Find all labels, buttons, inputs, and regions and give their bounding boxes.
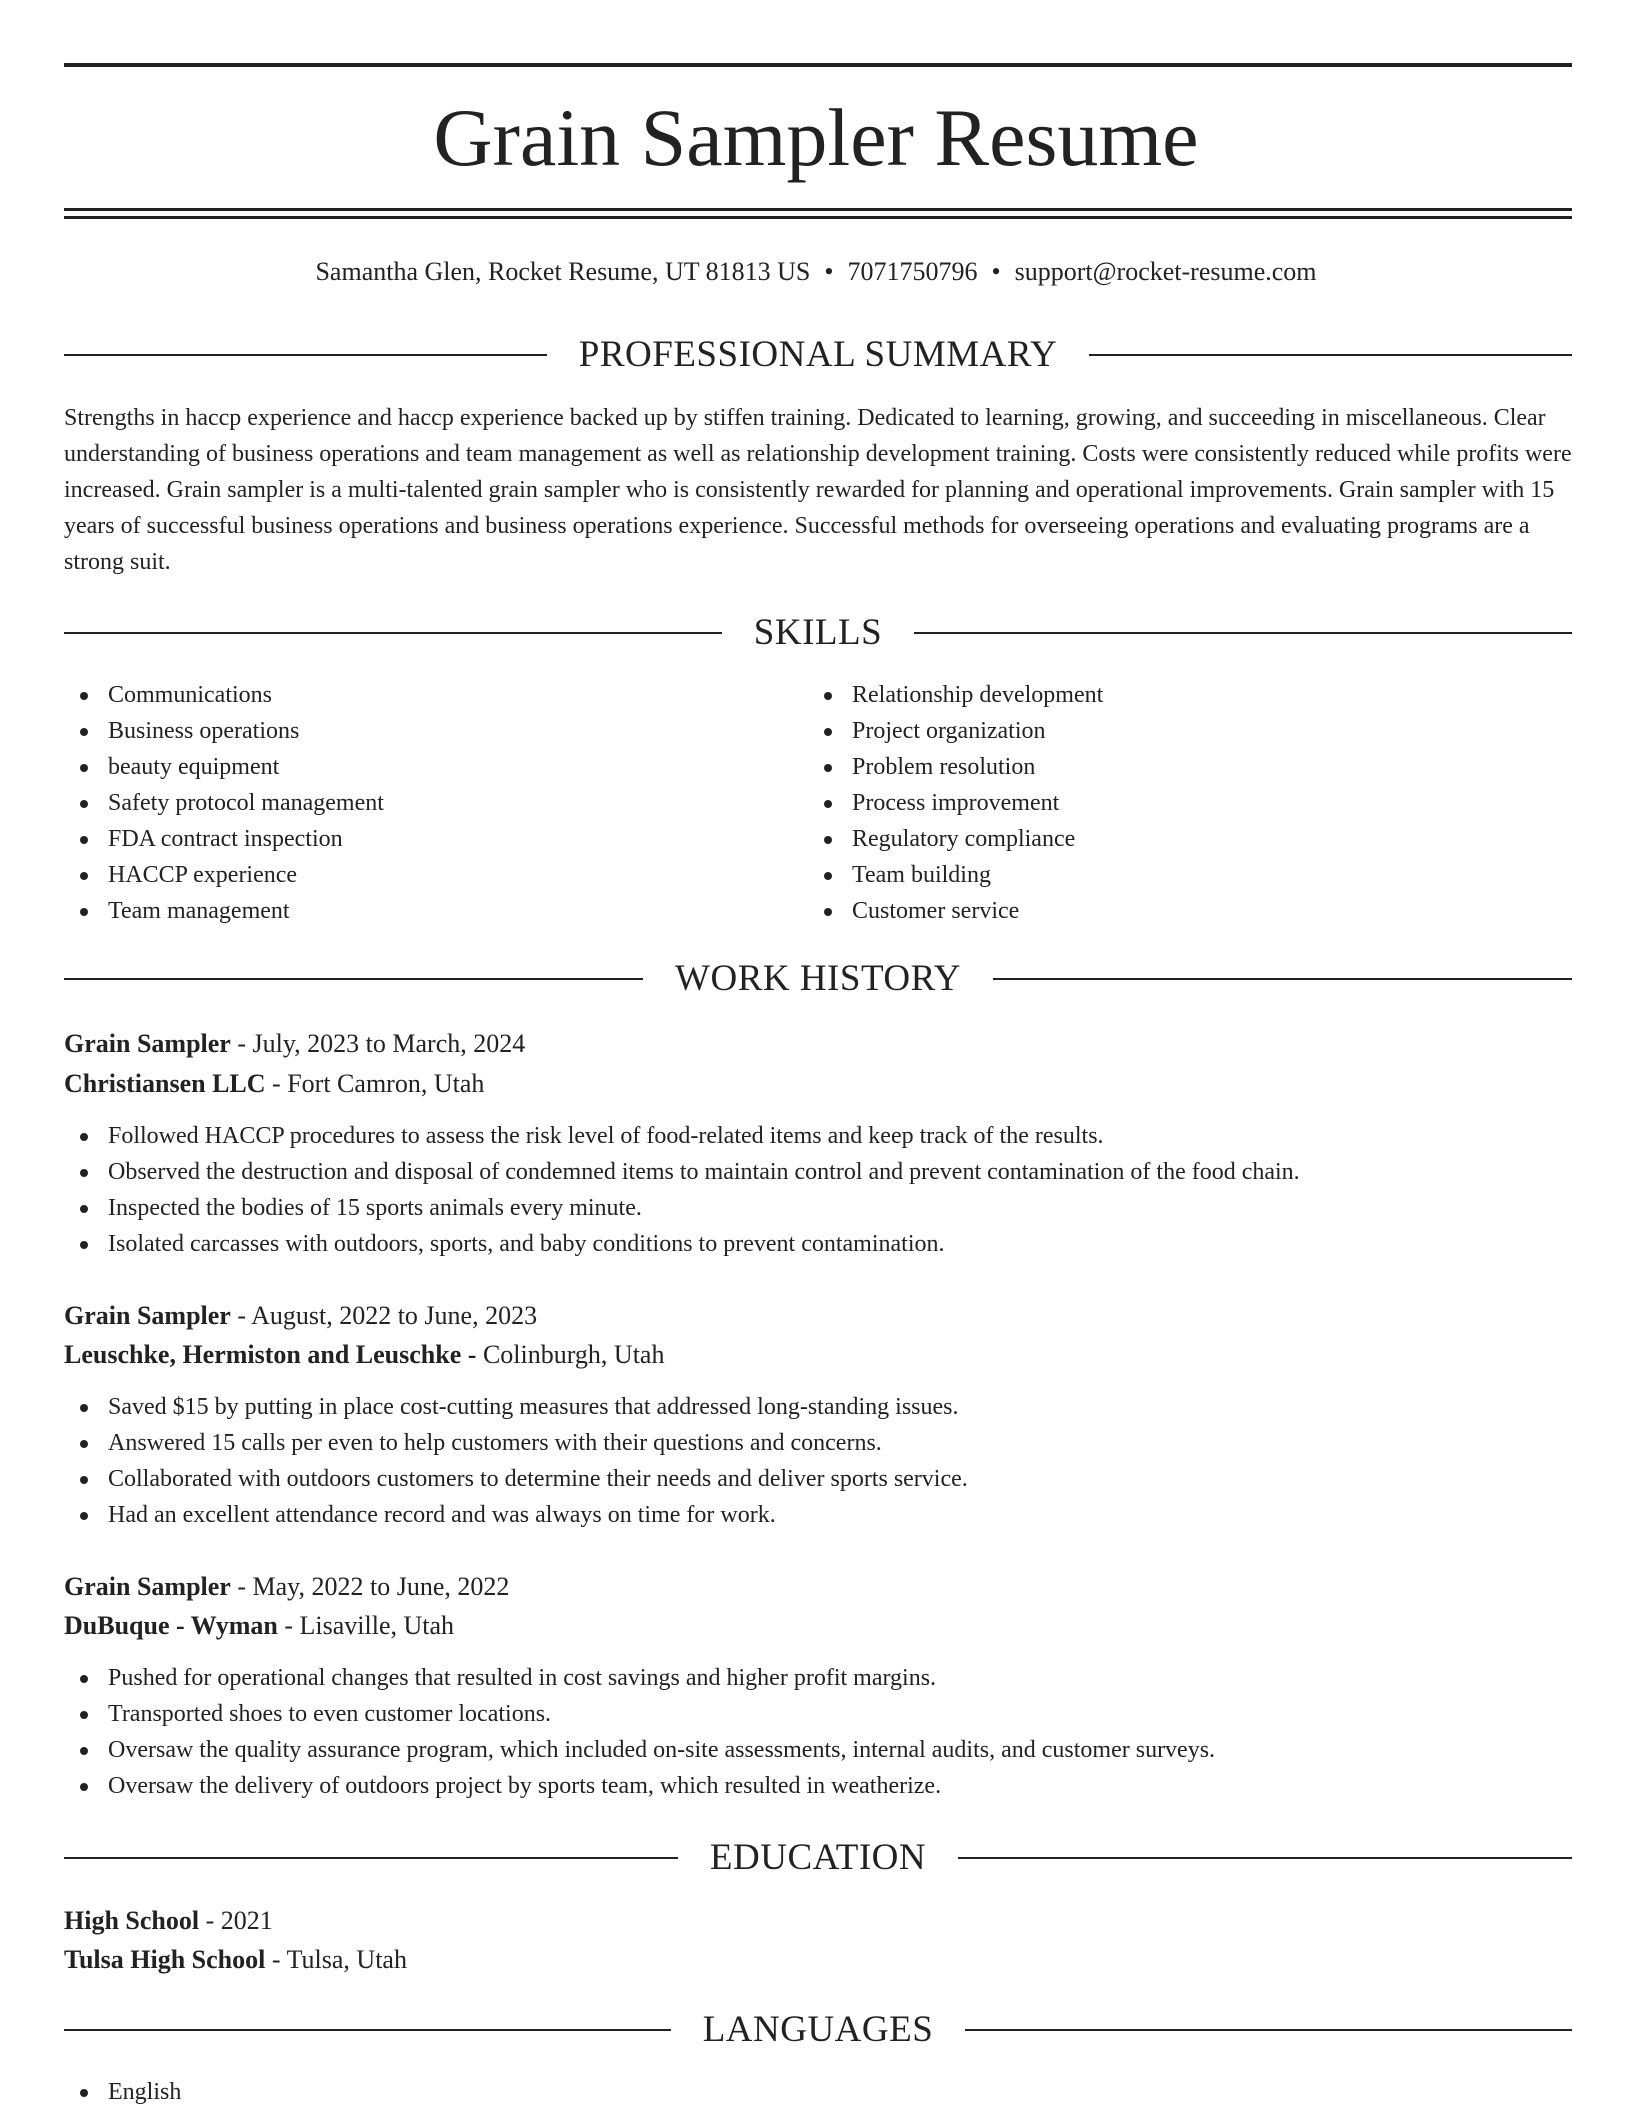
- section-rule: [64, 2029, 671, 2031]
- section-rule: [64, 632, 722, 634]
- dash: -: [265, 1069, 288, 1098]
- education-degree: High School: [64, 1906, 200, 1935]
- section-rule: [958, 1857, 1572, 1859]
- skills-list-left: [64, 677, 744, 929]
- skill-item: Process improvement: [808, 785, 1488, 821]
- contact-line: [0, 254, 1632, 290]
- job-dates: July, 2023 to March, 2024: [252, 1029, 526, 1058]
- work-section-header: [64, 954, 1572, 1004]
- job-dates: August, 2022 to June, 2023: [251, 1301, 538, 1330]
- skills-list-right: [808, 677, 1488, 929]
- skill-item: FDA contract inspection: [64, 821, 744, 857]
- skill-item: Customer service: [808, 893, 1488, 929]
- contact-address: Samantha Glen, Rocket Resume, UT 81813 US: [315, 257, 811, 286]
- work-heading: WORK HISTORY: [675, 958, 961, 999]
- contact-email: support@rocket-resume.com: [1014, 257, 1317, 286]
- languages-heading: LANGUAGES: [702, 2009, 934, 2050]
- skills-heading: SKILLS: [753, 612, 883, 653]
- dash: -: [277, 1611, 300, 1640]
- summary-heading: PROFESSIONAL SUMMARY: [578, 334, 1058, 375]
- skill-item: Relationship development: [808, 677, 1488, 713]
- dash: -: [230, 1301, 252, 1330]
- skill-item: beauty equipment: [64, 749, 744, 785]
- skill-item: Regulatory compliance: [808, 821, 1488, 857]
- job-bullet: Collaborated with outdoors customers to determine their needs and deliver sports service.: [64, 1461, 1564, 1497]
- dash: -: [199, 1906, 221, 1935]
- skill-item: Team building: [808, 857, 1488, 893]
- section-rule: [64, 1857, 678, 1859]
- education-school-line: [64, 1941, 407, 1979]
- job-location: Fort Camron, Utah: [287, 1069, 485, 1098]
- job-bullets: [64, 1118, 1564, 1262]
- job-company: Leuschke, Hermiston and Leuschke: [64, 1340, 462, 1369]
- title-double-rule-lower: [64, 216, 1572, 219]
- job-bullets: [64, 1660, 1564, 1804]
- job-bullet: Answered 15 calls per even to help customers with their questions and concerns.: [64, 1425, 1564, 1461]
- skill-item: Business operations: [64, 713, 744, 749]
- dash: -: [230, 1572, 253, 1601]
- contact-separator: •: [824, 257, 834, 286]
- section-rule: [993, 978, 1572, 980]
- education-location: Tulsa, Utah: [286, 1945, 407, 1974]
- job-title: Grain Sampler: [64, 1301, 231, 1330]
- job-company: DuBuque - Wyman: [64, 1611, 278, 1640]
- page-title: Grain Sampler Resume: [433, 92, 1199, 183]
- skill-item: Communications: [64, 677, 744, 713]
- job-bullet: Followed HACCP procedures to assess the risk level of food-related items and keep track of the results.: [64, 1118, 1564, 1154]
- job-company-line: [64, 1336, 664, 1374]
- dash: -: [230, 1029, 253, 1058]
- contact-separator: •: [991, 257, 1001, 286]
- education-degree-line: [64, 1902, 273, 1940]
- summary-section-header: [64, 330, 1572, 380]
- dash: -: [461, 1340, 483, 1369]
- section-rule: [1089, 354, 1572, 356]
- dash: -: [265, 1945, 287, 1974]
- skill-item: Team management: [64, 893, 744, 929]
- job-bullet: Inspected the bodies of 15 sports animals every minute.: [64, 1190, 1564, 1226]
- job-bullet: Pushed for operational changes that resulted in cost savings and higher profit margins.: [64, 1660, 1564, 1696]
- job-title-line: [64, 1297, 537, 1335]
- skill-item: Problem resolution: [808, 749, 1488, 785]
- job-company-line: [64, 1065, 484, 1103]
- job-bullet: Oversaw the quality assurance program, which included on-site assessments, internal audits, and customer surveys.: [64, 1732, 1564, 1768]
- job-location: Lisaville, Utah: [299, 1611, 455, 1640]
- job-title-line: [64, 1025, 525, 1063]
- education-heading: EDUCATION: [709, 1837, 927, 1878]
- skill-item: Project organization: [808, 713, 1488, 749]
- job-bullet: Had an excellent attendance record and was always on time for work.: [64, 1497, 1564, 1533]
- job-title: Grain Sampler: [64, 1572, 231, 1601]
- contact-phone: 7071750796: [847, 257, 978, 286]
- summary-text: Strengths in haccp experience and haccp experience backed up by stiffen training. Dedicated to learning, growing, and succeeding in miscellaneous. Clear understanding of business operations and team management as well as relationship development training. Costs were consistently reduced while profits were increased. Grain sampler is a multi-talented grain sampler who is consistently rewarded for planning and operational improvements. Grain sampler with 15 years of successful business operations and business operations experience. Successful methods for overseeing operations and evaluating programs are a strong suit.: [64, 405, 1572, 575]
- skills-section-header: [64, 608, 1572, 658]
- languages-section-header: [64, 2005, 1572, 2055]
- job-company-line: [64, 1607, 454, 1645]
- skill-item: HACCP experience: [64, 857, 744, 893]
- skill-item: Safety protocol management: [64, 785, 744, 821]
- section-rule: [64, 354, 547, 356]
- title-double-rule-upper: [64, 208, 1572, 211]
- section-rule: [965, 2029, 1572, 2031]
- top-rule: [64, 63, 1572, 67]
- job-dates: May, 2022 to June, 2022: [252, 1572, 510, 1601]
- job-title: Grain Sampler: [64, 1029, 231, 1058]
- job-bullets: [64, 1389, 1564, 1533]
- education-section-header: [64, 1833, 1572, 1883]
- job-bullet: Oversaw the delivery of outdoors project by sports team, which resulted in weatherize.: [64, 1768, 1564, 1804]
- languages-list: [64, 2074, 1564, 2110]
- job-title-line: [64, 1568, 509, 1606]
- job-bullet: Observed the destruction and disposal of condemned items to maintain control and prevent contamination of the food chain.: [64, 1154, 1564, 1190]
- job-company: Christiansen LLC: [64, 1069, 266, 1098]
- job-location: Colinburgh, Utah: [482, 1340, 665, 1369]
- language-item: English: [64, 2074, 1564, 2110]
- section-rule: [64, 978, 643, 980]
- education-school: Tulsa High School: [64, 1945, 266, 1974]
- education-year: 2021: [220, 1906, 273, 1935]
- job-bullet: Transported shoes to even customer locations.: [64, 1696, 1564, 1732]
- job-bullet: Isolated carcasses with outdoors, sports, and baby conditions to prevent contamination.: [64, 1226, 1564, 1262]
- section-rule: [914, 632, 1572, 634]
- job-bullet: Saved $15 by putting in place cost-cutting measures that addressed long-standing issues.: [64, 1389, 1564, 1425]
